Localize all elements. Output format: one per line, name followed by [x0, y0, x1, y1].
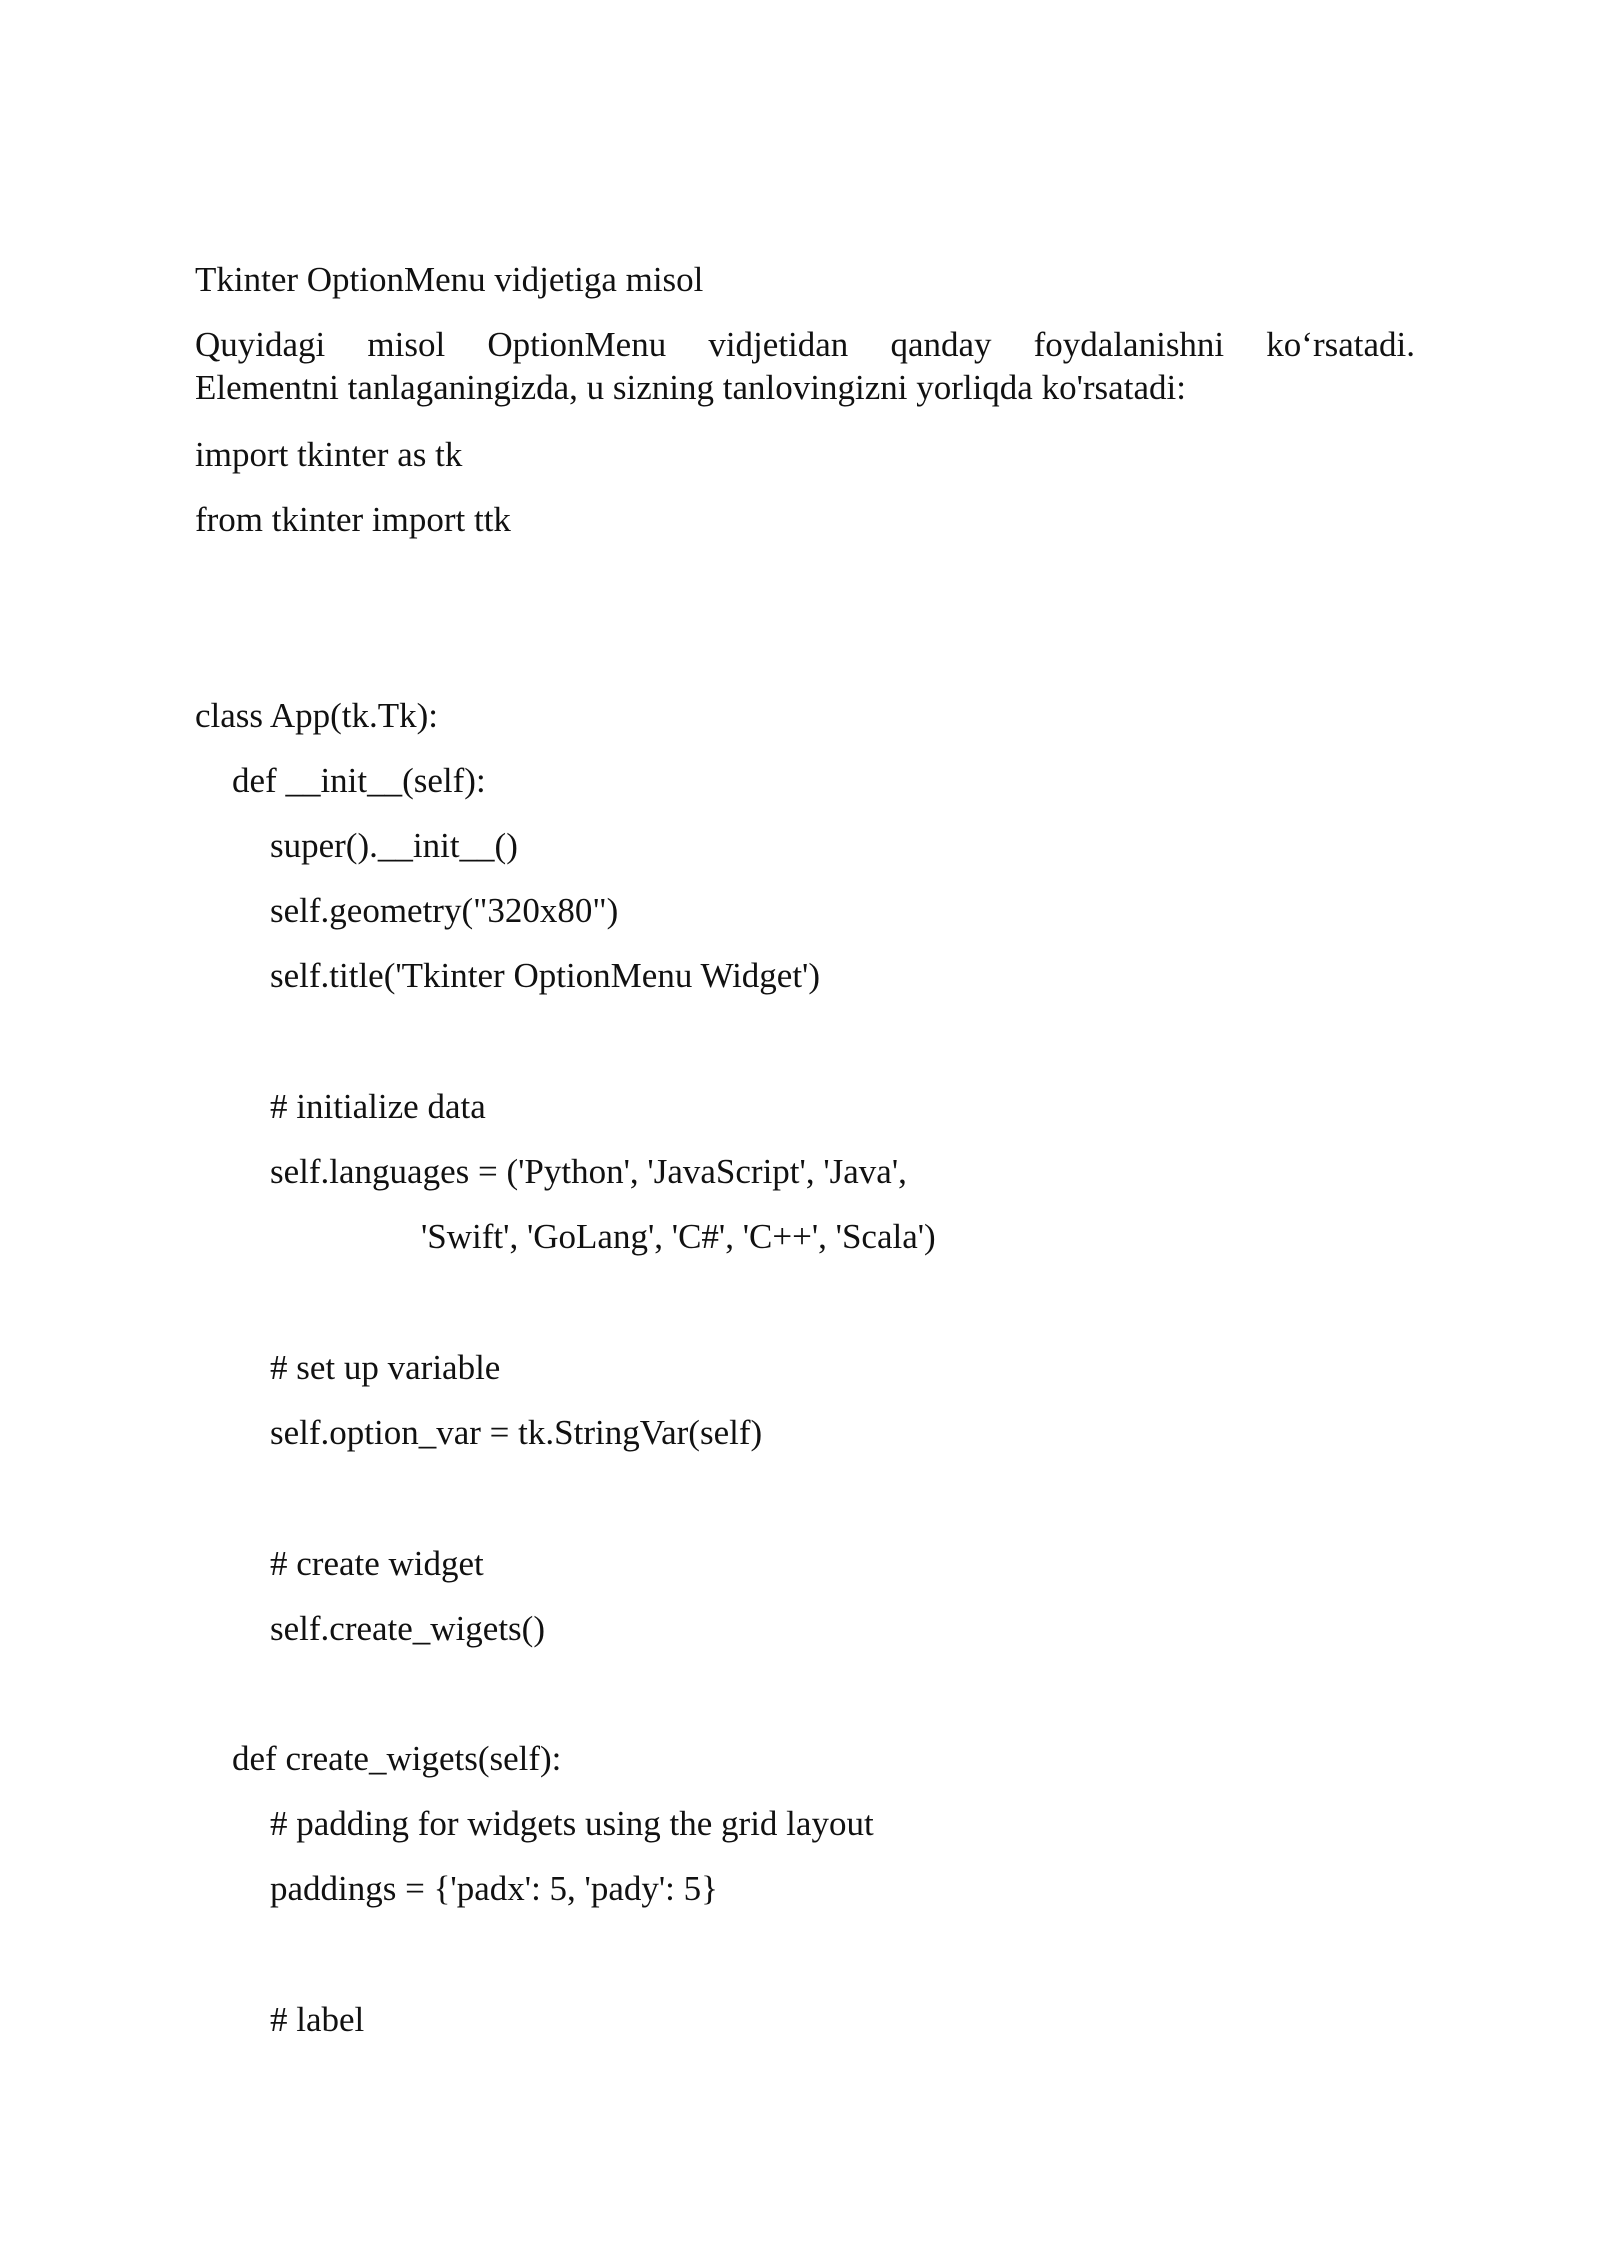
code-line: paddings = {'padx': 5, 'pady': 5} [270, 1869, 718, 1908]
code-line: self.geometry("320x80") [270, 891, 619, 930]
intro-line-1: Quyidagi misol OptionMenu vidjetidan qanday foydalanishni ko‘rsatadi. [195, 325, 1415, 364]
code-line: def __init__(self): [232, 761, 486, 800]
code-line: class App(tk.Tk): [195, 696, 439, 735]
code-line: from tkinter import ttk [195, 500, 511, 539]
code-line: self.languages = ('Python', 'JavaScript', 'Java', [270, 1152, 907, 1191]
code-line: # create widget [270, 1544, 484, 1583]
code-line: # padding for widgets using the grid layout [270, 1804, 874, 1843]
document-heading: Tkinter OptionMenu vidjetiga misol [195, 260, 704, 299]
code-line: self.title('Tkinter OptionMenu Widget') [270, 956, 821, 995]
intro-paragraph [195, 323, 1415, 409]
code-line: self.option_var = tk.StringVar(self) [270, 1413, 763, 1452]
code-line: # label [270, 2000, 365, 2039]
code-line: super().__init__() [270, 826, 518, 865]
code-line: 'Swift', 'GoLang', 'C#', 'C++', 'Scala') [421, 1217, 936, 1256]
intro-line-2: Elementni tanlaganingizda, u sizning tanlovingizni yorliqda ko'rsatadi: [195, 368, 1186, 407]
code-line: # set up variable [270, 1348, 501, 1387]
code-line: def create_wigets(self): [232, 1739, 562, 1778]
code-line: self.create_wigets() [270, 1609, 545, 1648]
code-line: # initialize data [270, 1087, 486, 1126]
code-line: import tkinter as tk [195, 435, 463, 474]
